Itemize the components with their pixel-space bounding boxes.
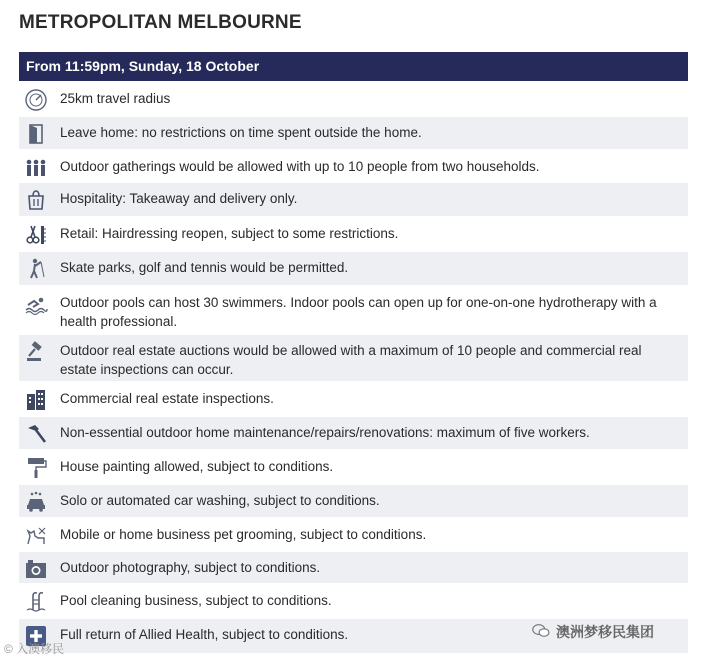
restrictions-list xyxy=(19,81,688,653)
list-item-text: Outdoor photography, subject to conditions. xyxy=(60,560,321,575)
list-item-text: Hospitality: Takeaway and delivery only. xyxy=(60,191,298,206)
list-item-text: House painting allowed, subject to conditions. xyxy=(60,459,334,474)
list-item xyxy=(19,583,688,617)
watermark-left: © 入澳移民 xyxy=(4,642,65,656)
hammer-icon xyxy=(19,417,53,446)
list-item-text: Commercial real estate inspections. xyxy=(60,391,274,406)
list-item-text: Outdoor real estate auctions would be allowed with a maximum of 10 people and commercial real estate inspections can occur. xyxy=(60,343,642,377)
date-banner: From 11:59pm, Sunday, 18 October xyxy=(19,52,688,81)
list-item xyxy=(19,250,688,285)
list-item xyxy=(19,449,688,483)
watermark-right xyxy=(532,622,654,642)
list-item xyxy=(19,285,688,333)
door-icon xyxy=(19,117,53,146)
list-item-text: 25km travel radius xyxy=(60,91,171,106)
camera-icon xyxy=(19,552,53,581)
list-item xyxy=(19,415,688,449)
list-item xyxy=(19,483,688,517)
list-item-text: Outdoor gatherings would be allowed with up to 10 people from two households. xyxy=(60,159,540,174)
list-item xyxy=(19,333,688,381)
list-item-text: Pool cleaning business, subject to conditions. xyxy=(60,593,332,608)
list-item-text: Mobile or home business pet grooming, subject to conditions. xyxy=(60,527,427,542)
list-item-text: Non-essential outdoor home maintenance/repairs/renovations: maximum of five workers. xyxy=(60,425,590,440)
radius-gauge-icon xyxy=(19,83,53,112)
list-item xyxy=(19,81,688,115)
buildings-icon xyxy=(19,383,53,412)
pool-ladder-icon xyxy=(19,585,53,614)
wechat-icon xyxy=(532,623,550,642)
list-item-text: Leave home: no restrictions on time spent outside the home. xyxy=(60,125,422,140)
list-item-text: Outdoor pools can host 30 swimmers. Indoor pools can open up for one-on-one hydrotherapy with a health professional. xyxy=(60,295,657,329)
page-title: METROPOLITAN MELBOURNE xyxy=(19,12,302,33)
scissors-comb-icon xyxy=(19,218,53,247)
list-item-text: Full return of Allied Health, subject to conditions. xyxy=(60,627,349,642)
list-item-text: Skate parks, golf and tennis would be permitted. xyxy=(60,260,349,275)
watermark-right-text: 澳洲梦移民集团 xyxy=(556,624,654,640)
list-item xyxy=(19,550,688,583)
swimmer-icon xyxy=(19,287,53,316)
pet-grooming-icon xyxy=(19,519,53,548)
golfer-icon xyxy=(19,252,53,281)
list-item xyxy=(19,216,688,250)
list-item xyxy=(19,517,688,550)
list-item xyxy=(19,115,688,149)
takeaway-bag-icon xyxy=(19,183,53,212)
list-item xyxy=(19,181,688,216)
auction-gavel-icon xyxy=(19,335,53,364)
people-group-icon xyxy=(19,151,53,180)
list-item xyxy=(19,149,688,181)
paint-roller-icon xyxy=(19,451,53,480)
list-item-text: Retail: Hairdressing reopen, subject to some restrictions. xyxy=(60,226,399,241)
list-item-text: Solo or automated car washing, subject to conditions. xyxy=(60,493,380,508)
car-wash-icon xyxy=(19,485,53,514)
list-item xyxy=(19,381,688,415)
